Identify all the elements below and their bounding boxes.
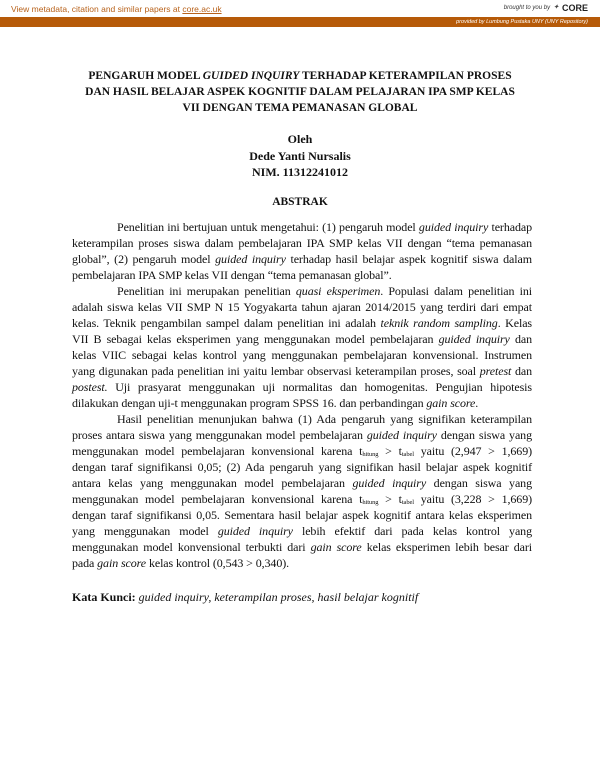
text-line: [72, 459, 532, 475]
title-line: PENGARUH MODEL GUIDED INQUIRY TERHADAP KETERAMPILAN PROSES: [88, 70, 512, 82]
text-segment: menggunakan model pembelajaran konvensional karena t: [72, 492, 363, 507]
italic-term: gain score: [97, 556, 147, 571]
text-segment: keterampilan proses siswa dalam pembelajaran IPA SMP kelas VII dengan “tema pemanasan: [72, 235, 532, 250]
italic-term: guided inquiry: [217, 524, 293, 539]
author-nim: NIM. 11312241012: [252, 165, 348, 179]
core-header: [0, 0, 600, 17]
text-segment: . Populasi dalam penelitian ini: [380, 283, 532, 298]
metadata-notice: [11, 4, 222, 14]
core-logo-icon: ✦: [553, 4, 559, 11]
core-link[interactable]: core.ac.uk: [182, 4, 222, 14]
abstract-paragraph: [72, 283, 532, 411]
abstract-paragraph: [72, 411, 532, 571]
text-line: [72, 475, 532, 491]
text-segment: terhadap hasil belajar aspek kognitif siswa dalam: [285, 251, 532, 266]
text-segment: global”, (2) pengaruh model: [72, 251, 216, 266]
text-line: [72, 267, 532, 283]
italic-term: guided inquiry: [215, 251, 286, 266]
text-segment: kelas kontrol (0,543 > 0,340).: [146, 556, 290, 571]
text-segment: > t: [378, 444, 402, 459]
text-line: [72, 539, 532, 555]
text-segment: kelas eksperimen lebih besar dari: [361, 540, 532, 555]
text-segment: dengan siswa yang: [436, 428, 532, 443]
text-line: [72, 443, 532, 459]
metadata-text: View metadata, citation and similar papers at: [11, 4, 183, 14]
text-segment: pembelajaran IPA SMP kelas VII dengan “tema pemanasan global”.: [72, 267, 392, 282]
text-line: [72, 507, 532, 523]
italic-term: guided inquiry: [438, 331, 510, 346]
text-segment: Penelitian ini merupakan penelitian: [117, 283, 296, 298]
text-line: [72, 427, 532, 443]
text-segment: yang digunakan pada penelitian ini yaitu lembar observasi keterampilan proses, soal: [72, 363, 480, 378]
text-line: [72, 523, 532, 539]
core-logo[interactable]: CORE: [561, 3, 588, 13]
keywords: [72, 589, 532, 605]
italic-term: guided inquiry: [366, 428, 437, 443]
text-segment: VII B sebagai kelas eksperimen yang menggunakan model pembelajaran: [72, 331, 439, 346]
author-name: Dede Yanti Nursalis: [249, 148, 351, 163]
italic-term: gain score: [426, 396, 476, 411]
text-segment: dengan taraf signifikansi 0,05; (2) Ada pengaruh yang signifikan hasil belajar aspek kognitif: [72, 460, 532, 475]
text-line: [72, 395, 532, 411]
text-segment: lebih efektif dari pada kelas kontrol yang: [292, 524, 532, 539]
text-segment: yang menggunakan model: [72, 524, 218, 539]
text-line: [72, 283, 532, 299]
abstract-heading: ABSTRAK: [272, 195, 328, 208]
text-line: [72, 411, 532, 427]
abstract-body: [72, 219, 532, 572]
text-segment: yaitu (3,228 > 1,669): [413, 492, 532, 507]
text-line: [72, 299, 532, 315]
italic-term: quasi eksperimen: [295, 283, 381, 298]
text-segment: menggunakan model konvensional terbukti dari: [72, 540, 311, 555]
brought-by-text: brought to you by: [503, 5, 551, 11]
text-line: [72, 363, 532, 379]
text-segment: dan: [509, 331, 532, 346]
italic-term: guided inquiry: [352, 476, 427, 491]
text-segment: dengan siswa yang: [426, 476, 532, 491]
text-segment: dengan taraf signifikansi 0,05. Sementara hasil belajar aspek kognitif antara kelas eksperimen: [72, 508, 532, 523]
text-segment: . Kelas: [497, 315, 532, 330]
text-segment: pada: [72, 556, 98, 571]
text-segment: proses antara siswa yang menggunakan model pembelajaran: [72, 428, 367, 443]
text-line: [72, 251, 532, 267]
author-by: Oleh: [287, 132, 313, 146]
text-segment: yaitu (2,947 > 1,669): [413, 444, 532, 459]
text-segment: kelas VIIC sebagai kelas kontrol yang menggunakan pembelajaran konvensional. Instrumen: [72, 347, 532, 362]
text-line: [72, 219, 532, 235]
author-block: [0, 131, 600, 181]
keywords-value: guided inquiry, keterampilan proses, hasil belajar kognitif: [138, 589, 419, 604]
text-line: [72, 379, 532, 395]
title-line: DAN HASIL BELAJAR ASPEK KOGNITIF DALAM PELAJARAN IPA SMP KELAS: [85, 86, 515, 98]
italic-term: guided inquiry: [418, 219, 489, 234]
text-segment: Hasil penelitian menunjukan bahwa (1) Ada pengaruh yang signifikan keterampilan: [117, 412, 532, 427]
title-line: VII DENGAN TEMA PEMANASAN GLOBAL: [182, 102, 418, 114]
text-segment: dan: [511, 363, 532, 378]
text-line: [72, 315, 532, 331]
provider-bar: [0, 17, 600, 27]
italic-term: gain score: [310, 540, 362, 555]
text-segment: menggunakan model pembelajaran konvensional karena t: [72, 444, 363, 459]
italic-term: pretest: [479, 363, 512, 378]
text-segment: adalah siswa kelas VII SMP N 15 Yogyakarta tahun ajaran 2014/2015 yang terdiri dari empat: [72, 299, 532, 314]
text-segment: Penelitian ini bertujuan untuk mengetahui: (1) pengaruh model: [117, 219, 419, 234]
text-line: [72, 347, 532, 363]
italic-term: teknik random sampling: [380, 315, 498, 330]
italic-term: postest.: [72, 379, 108, 394]
text-line: [72, 555, 532, 571]
text-segment: dilakukan dengan uji-t menggunakan program SPSS 16. dan perbandingan: [72, 396, 427, 411]
text-segment: antara kelas yang menggunakan model pembelajaran: [72, 476, 353, 491]
keywords-label: Kata Kunci:: [72, 589, 136, 604]
text-segment: > t: [378, 492, 402, 507]
brought-by: [504, 2, 588, 14]
text-line: [72, 491, 532, 507]
text-segment: terhadap: [488, 219, 532, 234]
text-segment: Uji prasyarat menggunakan uji normalitas dan homogenitas. Pengujian hipotesis: [107, 379, 532, 394]
subscript: tabel: [401, 499, 414, 507]
abstract-paragraph: [72, 219, 532, 283]
paper-title: [30, 68, 570, 116]
subscript: hitung: [362, 451, 379, 459]
subscript: tabel: [401, 451, 414, 459]
text-line: [72, 235, 532, 251]
provided-by: provided by Lumbung Pustaka UNY (UNY Repository): [456, 19, 588, 25]
text-segment: .: [475, 396, 479, 411]
page-content: [0, 27, 600, 605]
text-segment: kelas. Teknik pengambilan sampel dalam penelitian ini adalah: [72, 315, 381, 330]
subscript: hitung: [362, 499, 379, 507]
text-line: [72, 331, 532, 347]
